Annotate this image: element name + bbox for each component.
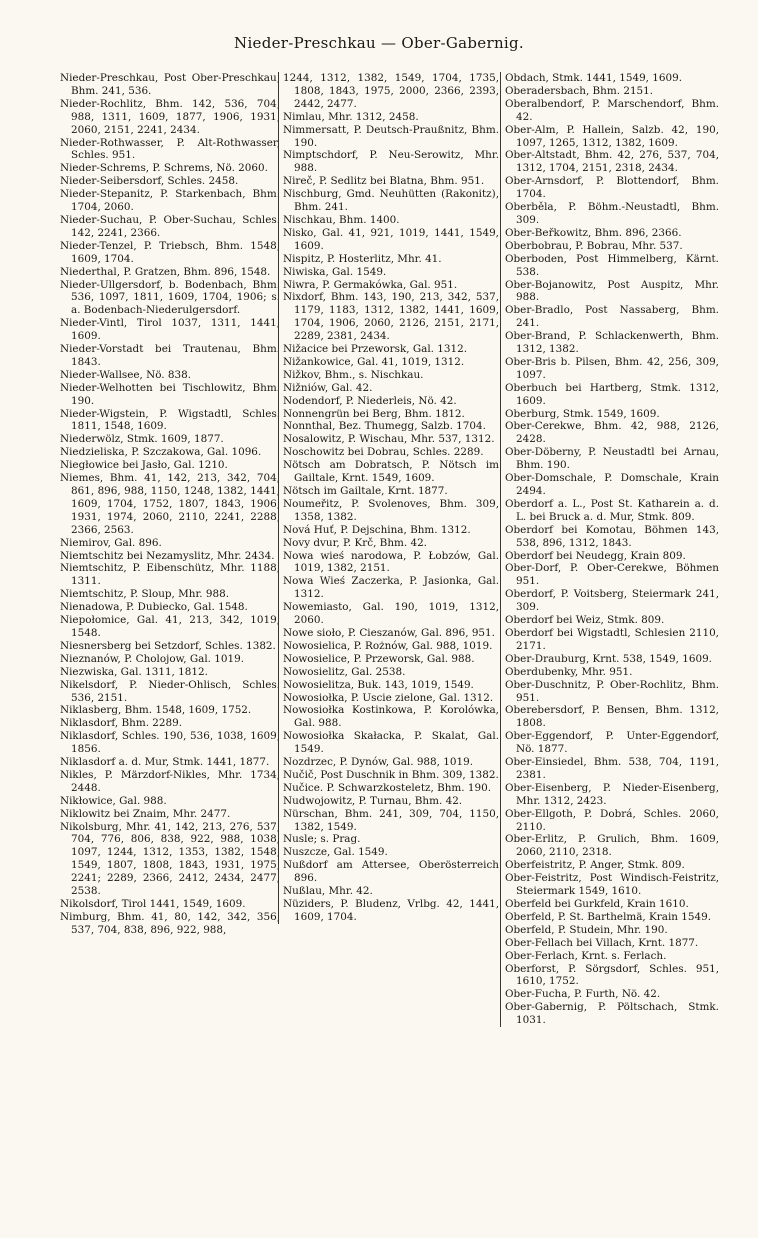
directory-entry: Nikłowice, Gal. 988. <box>60 794 167 807</box>
directory-entry: Nispitz, P. Hosterlitz, Mhr. 41. <box>283 252 442 265</box>
directory-entry: Nonnengrün bei Berg, Bhm. 1812. <box>283 407 465 420</box>
directory-entry: Niklasdorf, Schles. 190, 536, 1038, 1609, 1856. <box>60 730 280 756</box>
directory-entry: Nowosiołka Skałacka, P. Skalat, Gal. 1549. <box>283 730 499 756</box>
directory-entry: Ober-Döberny, P. Neustadtl bei Arnau, Bhm. 190. <box>505 446 719 472</box>
directory-entry: Niepołomice, Gal. 41, 213, 342, 1019, 1548. <box>60 614 280 639</box>
directory-entry: Ober-Cerekwe, Bhm. 42, 988, 2126, 2428. <box>505 420 719 446</box>
directory-entry: Nižkov, Bhm., s. Nischkau. <box>283 368 424 381</box>
directory-entry: Ober-Eggendorf, P. Unter-Eggendorf, Nö. 1877. <box>505 730 719 756</box>
directory-entry: Nireč, P. Sedlitz bei Blatna, Bhm. 951. <box>283 175 485 188</box>
directory-entry: Oberběla, P. Böhm.-Neustadtl, Bhm. 309. <box>505 201 719 226</box>
directory-entry: Niwiska, Gal. 1549. <box>283 265 387 278</box>
directory-entry: Ober-Duschnitz, P. Ober-Rochlitz, Bhm. 951. <box>505 678 719 704</box>
directory-entry: Nüziders, P. Bludenz, Vrlbg. 42, 1441, 1609, 1704. <box>283 898 499 923</box>
directory-entry: Oberebersdorf, P. Bensen, Bhm. 1312, 1808. <box>505 704 719 730</box>
directory-entry: Nowosielitz, Gal. 2538. <box>283 665 406 678</box>
directory-entry: Nowosielica, P. Rożnów, Gal. 988, 1019. <box>283 639 493 652</box>
directory-entry: Nová Huť, P. Dejschina, Bhm. 1312. <box>283 523 471 536</box>
directory-entry: Ober-Bradlo, Post Nassaberg, Bhm. 241. <box>505 304 719 330</box>
column-2 <box>278 72 499 924</box>
directory-entry: Oberdorf a. L., Post St. Katharein a. d. L. bei Bruck a. d. Mur, Stmk. 809. <box>505 497 719 523</box>
directory-entry: Nowa Wieś Zaczerka, P. Jasionka, Gal. 1312. <box>283 575 499 601</box>
directory-entry: Nimlau, Mhr. 1312, 2458. <box>283 110 419 123</box>
directory-entry: Ober-Ellgoth, P. Dobrá, Schles. 2060, 2110. <box>505 807 719 833</box>
directory-entry: Oberdorf bei Wigstadtl, Schlesien 2110, 2171. <box>505 626 719 652</box>
page-header: Nieder-Preschkau — Ober-Gabernig. <box>234 34 524 52</box>
directory-entry: Ober-Drauburg, Krnt. 538, 1549, 1609. <box>505 652 712 665</box>
directory-entry: Nieder-Tenzel, P. Triebsch, Bhm. 1548, 1609, 1704. <box>60 239 280 265</box>
directory-entry: Niklasberg, Bhm. 1548, 1609, 1752. <box>60 704 252 717</box>
directory-entry: Oberadersbach, Bhm. 2151. <box>505 84 654 97</box>
directory-entry: Ober-Fellach bei Villach, Krnt. 1877. <box>505 936 699 949</box>
directory-entry: 1244, 1312, 1382, 1549, 1704, 1735, 1808, 1843, 1975, 2000, 2366, 2393, 2442, 2477. <box>283 72 499 110</box>
directory-entry: Nučice. P. Schwarzkosteletz, Bhm. 190. <box>283 781 492 794</box>
directory-entry: Nusle; s. Prag. <box>283 833 361 846</box>
directory-entry: Nieder-Suchau, P. Ober-Suchau, Schles. 142, 2241, 2366. <box>60 213 280 239</box>
directory-entry: Ober-Fucha, P. Furth, Nö. 42. <box>505 988 661 1001</box>
directory-entry: Oberdorf bei Weiz, Stmk. 809. <box>505 614 665 627</box>
directory-entry: Nieder-Vorstadt bei Trautenau, Bhm. 1843. <box>60 343 280 368</box>
directory-entry: Nučič, Post Duschnik in Bhm. 309, 1382. <box>283 768 499 781</box>
directory-entry: Ober-Beřkowitz, Bhm. 896, 2366. <box>505 226 682 239</box>
directory-entry: Niwra, P. Germakówka, Gal. 951. <box>283 278 458 291</box>
directory-entry: Niemtschitz, P. Eibenschütz, Mhr. 1188, 1311. <box>60 562 280 588</box>
directory-entry: Nowosiołka, P. Uscie zielone, Gal. 1312. <box>283 691 494 704</box>
directory-entry: Nieder-Rochlitz, Bhm. 142, 536, 704, 988, 1311, 1609, 1877, 1906, 1931, 2060, 2151, 2241, 2434. <box>60 97 280 136</box>
directory-entry: Niemtschitz bei Nezamyslitz, Mhr. 2434. <box>60 549 275 562</box>
directory-entry: Ober-Erlitz, P. Grulich, Bhm. 1609, 2060, 2110, 2318. <box>505 833 719 859</box>
directory-entry: Niklasdorf a. d. Mur, Stmk. 1441, 1877. <box>60 756 270 769</box>
directory-entry: Nižniów, Gal. 42. <box>283 381 373 394</box>
directory-entry: Nieder-Seibersdorf, Schles. 2458. <box>60 175 239 188</box>
directory-entry: Nisko, Gal. 41, 921, 1019, 1441, 1549, 1609. <box>283 226 499 252</box>
directory-entry: Oberdorf bei Komotau, Böhmen 143, 538, 896, 1312, 1843. <box>505 523 719 549</box>
directory-entry: Nürschan, Bhm. 241, 309, 704, 1150, 1382, 1549. <box>283 807 499 833</box>
directory-entry: Niklasdorf, Bhm. 2289. <box>60 717 183 730</box>
directory-entry: Ober-Domschale, P. Domschale, Krain 2494. <box>505 472 719 497</box>
directory-entry: Ober-Feistritz, Post Windisch-Feistritz, Steiermark 1549, 1610. <box>505 872 719 898</box>
directory-entry: Nieder-Ullgersdorf, b. Bodenbach, Bhm. 536, 1097, 1811, 1609, 1704, 1906; s. a. Bodenbach-Niederulgersdorf. <box>60 278 280 317</box>
directory-entry: Niezwiska, Gal. 1311, 1812. <box>60 665 208 678</box>
directory-entry: Nischkau, Bhm. 1400. <box>283 213 400 226</box>
directory-entry: Nowosielitza, Buk. 143, 1019, 1549. <box>283 678 474 691</box>
directory-entry: Nieder-Wallsee, Nö. 838. <box>60 368 192 381</box>
directory-entry: Niesnersberg bei Setzdorf, Schles. 1382. <box>60 639 276 652</box>
directory-entry: Nieder-Preschkau, Post Ober-Preschkau, Bhm. 241, 536. <box>60 72 280 97</box>
directory-entry: Nimptschdorf, P. Neu-Serowitz, Mhr. 988. <box>283 149 499 175</box>
directory-entry: Oberdorf bei Neudegg, Krain 809. <box>505 549 686 562</box>
directory-entry: Nußdorf am Attersee, Oberösterreich 896. <box>283 859 499 885</box>
directory-entry: Nikles, P. Märzdorf-Nikles, Mhr. 1734, 2448. <box>60 768 280 794</box>
directory-entry: Nikolsdorf, Tirol 1441, 1549, 1609. <box>60 898 246 910</box>
directory-entry: Oberbuch bei Hartberg, Stmk. 1312, 1609. <box>505 381 719 407</box>
directory-entry: Nižacice bei Przeworsk, Gal. 1312. <box>283 343 468 356</box>
directory-entry: Ober-Altstadt, Bhm. 42, 276, 537, 704, 1312, 1704, 2151, 2318, 2434. <box>505 149 719 175</box>
directory-entry: Nonnthal, Bez. Thumegg, Salzb. 1704. <box>283 420 486 433</box>
directory-entry: Noumeřitz, P. Svolenoves, Bhm. 309, 1358, 1382. <box>283 497 499 523</box>
directory-entry: Ober-Bris b. Pilsen, Bhm. 42, 256, 309, 1097. <box>505 355 719 381</box>
directory-entry: Niedzieliska, P. Szczakowa, Gal. 1096. <box>60 446 262 459</box>
directory-entry: Nozdrzec, P. Dynów, Gal. 988, 1019. <box>283 756 474 769</box>
directory-entry: Noschowitz bei Dobrau, Schles. 2289. <box>283 446 484 459</box>
directory-entry: Nußlau, Mhr. 42. <box>283 885 373 898</box>
directory-entry: Ober-Einsiedel, Bhm. 538, 704, 1191, 2381. <box>505 756 719 781</box>
directory-entry: Niederthal, P. Gratzen, Bhm. 896, 1548. <box>60 265 271 278</box>
directory-entry: Niklowitz bei Znaim, Mhr. 2477. <box>60 807 231 820</box>
directory-entry: Nowa wieś narodowa, P. Łobzów, Gal. 1019, 1382, 2151. <box>283 549 499 575</box>
directory-entry: Nowemiasto, Gal. 190, 1019, 1312, 2060. <box>283 601 499 627</box>
directory-entry: Nižankowice, Gal. 41, 1019, 1312. <box>283 355 465 368</box>
directory-entry: Nuszcze, Gal. 1549. <box>283 846 388 859</box>
column-3 <box>500 72 719 1027</box>
directory-entry: Oberdubenky, Mhr. 951. <box>505 665 633 678</box>
directory-entry: Nudwojowitz, P. Turnau, Bhm. 42. <box>283 794 463 807</box>
directory-entry: Nienadowa, P. Dubiecko, Gal. 1548. <box>60 601 248 614</box>
directory-entry: Oberfeistritz, P. Anger, Stmk. 809. <box>505 859 685 872</box>
directory-entry: Ober-Arnsdorf, P. Blottendorf, Bhm. 1704. <box>505 175 719 201</box>
directory-entry: Nötsch am Dobratsch, P. Nötsch im Gailtale, Krnt. 1549, 1609. <box>283 459 499 485</box>
directory-entry: Oberforst, P. Sörgsdorf, Schles. 951, 1610, 1752. <box>505 962 719 988</box>
directory-entry: Oberbobrau, P. Bobrau, Mhr. 537. <box>505 239 683 252</box>
directory-entry: Niederwölz, Stmk. 1609, 1877. <box>60 433 224 446</box>
directory-entry: Oberfeld bei Gurkfeld, Krain 1610. <box>505 898 689 910</box>
directory-entry: Nowosielice, P. Przeworsk, Gal. 988. <box>283 652 475 665</box>
directory-entry: Novy dvur, P. Krč, Bhm. 42. <box>283 536 427 549</box>
directory-entry: Nieder-Schrems, P. Schrems, Nö. 2060. <box>60 162 268 175</box>
directory-entry: Nosalowitz, P. Wischau, Mhr. 537, 1312. <box>283 433 495 446</box>
directory-entry: Nieder-Welhotten bei Tischlowitz, Bhm. 190. <box>60 381 280 407</box>
directory-entry: Ober-Brand, P. Schlackenwerth, Bhm. 1312, 1382. <box>505 330 719 356</box>
directory-entry: Nodendorf, P. Niederleis, Nö. 42. <box>283 394 457 407</box>
directory-entry: Nikolsburg, Mhr. 41, 142, 213, 276, 537, 704, 776, 806, 838, 922, 988, 1038, 1097, 1244, 1312, 1353, 1382, 1548, 1549, 1807, 1808, 1843, 1931, 1975, 2241; 2289, 2366, 2412, 2434, 2477, 2538. <box>60 820 280 898</box>
directory-entry: Oberalbendorf, P. Marschendorf, Bhm. 42. <box>505 97 719 123</box>
directory-entry: Niegłowice bei Jasło, Gal. 1210. <box>60 459 228 472</box>
directory-entry: Ober-Dorf, P. Ober-Cerekwe, Böhmen 951. <box>505 562 719 588</box>
directory-entry: Nieder-Wigstein, P. Wigstadtl, Schles. 1811, 1548, 1609. <box>60 407 280 433</box>
directory-entry: Niemes, Bhm. 41, 142, 213, 342, 704, 861, 896, 988, 1150, 1248, 1382, 1441, 1609, 1704, 1752, 1807, 1843, 1906, 1931, 1974, 2060, 2110, 2241, 2288, 2366, 2563. <box>60 472 280 536</box>
directory-entry: Ober-Alm, P. Hallein, Salzb. 42, 190, 1097, 1265, 1312, 1382, 1609. <box>505 123 719 149</box>
directory-entry: Nikelsdorf, P. Nieder-Ohlisch, Schles. 536, 2151. <box>60 678 280 704</box>
directory-entry: Nimmersatt, P. Deutsch-Praußnitz, Bhm. 190. <box>283 123 499 149</box>
directory-entry: Nimburg, Bhm. 41, 80, 142, 342, 356, 537, 704, 838, 896, 922, 988, <box>60 910 280 936</box>
directory-entry: Niemtschitz, P. Sloup, Mhr. 988. <box>60 588 230 601</box>
column-1 <box>60 72 280 937</box>
directory-entry: Obdach, Stmk. 1441, 1549, 1609. <box>505 72 683 84</box>
directory-entry: Nötsch im Gailtale, Krnt. 1877. <box>283 485 448 497</box>
directory-entry: Oberdorf, P. Voitsberg, Steiermark 241, 309. <box>505 588 719 614</box>
directory-entry: Nieder-Rothwasser, P. Alt-Rothwasser, Schles. 951. <box>60 136 280 162</box>
directory-entry: Oberfeld, P. St. Barthelmä, Krain 1549. <box>505 910 712 923</box>
directory-entry: Ober-Ferlach, Krnt. s. Ferlach. <box>505 949 667 962</box>
directory-entry: Nixdorf, Bhm. 143, 190, 213, 342, 537, 1179, 1183, 1312, 1382, 1441, 1609, 1704, 1906, 2060, 2126, 2151, 2171, 2289, 2381, 2434. <box>283 291 499 343</box>
directory-entry: Oberburg, Stmk. 1549, 1609. <box>505 407 660 420</box>
directory-entry: Ober-Gabernig, P. Pöltschach, Stmk. 1031. <box>505 1001 719 1027</box>
directory-entry: Oberfeld, P. Studein, Mhr. 190. <box>505 923 668 936</box>
directory-entry: Nischburg, Gmd. Neuhütten (Rakonitz), Bhm. 241. <box>283 188 499 214</box>
directory-entry: Ober-Eisenberg, P. Nieder-Eisenberg, Mhr. 1312, 2423. <box>505 781 719 807</box>
directory-entry: Nieder-Stepanitz, P. Starkenbach, Bhm. 1704, 2060. <box>60 188 280 214</box>
directory-entry: Nieznanów, P. Cholojow, Gal. 1019. <box>60 652 245 665</box>
directory-entry: Oberboden, Post Himmelberg, Kärnt. 538. <box>505 252 719 278</box>
directory-entry: Nowosiołka Kostinkowa, P. Korolówka, Gal. 988. <box>283 704 499 730</box>
directory-entry: Nieder-Vintl, Tirol 1037, 1311, 1441, 1609. <box>60 317 280 343</box>
directory-entry: Nowe sioło, P. Cieszanów, Gal. 896, 951. <box>283 626 495 639</box>
directory-entry: Ober-Bojanowitz, Post Auspitz, Mhr. 988. <box>505 278 719 304</box>
directory-entry: Niemirov, Gal. 896. <box>60 536 162 549</box>
